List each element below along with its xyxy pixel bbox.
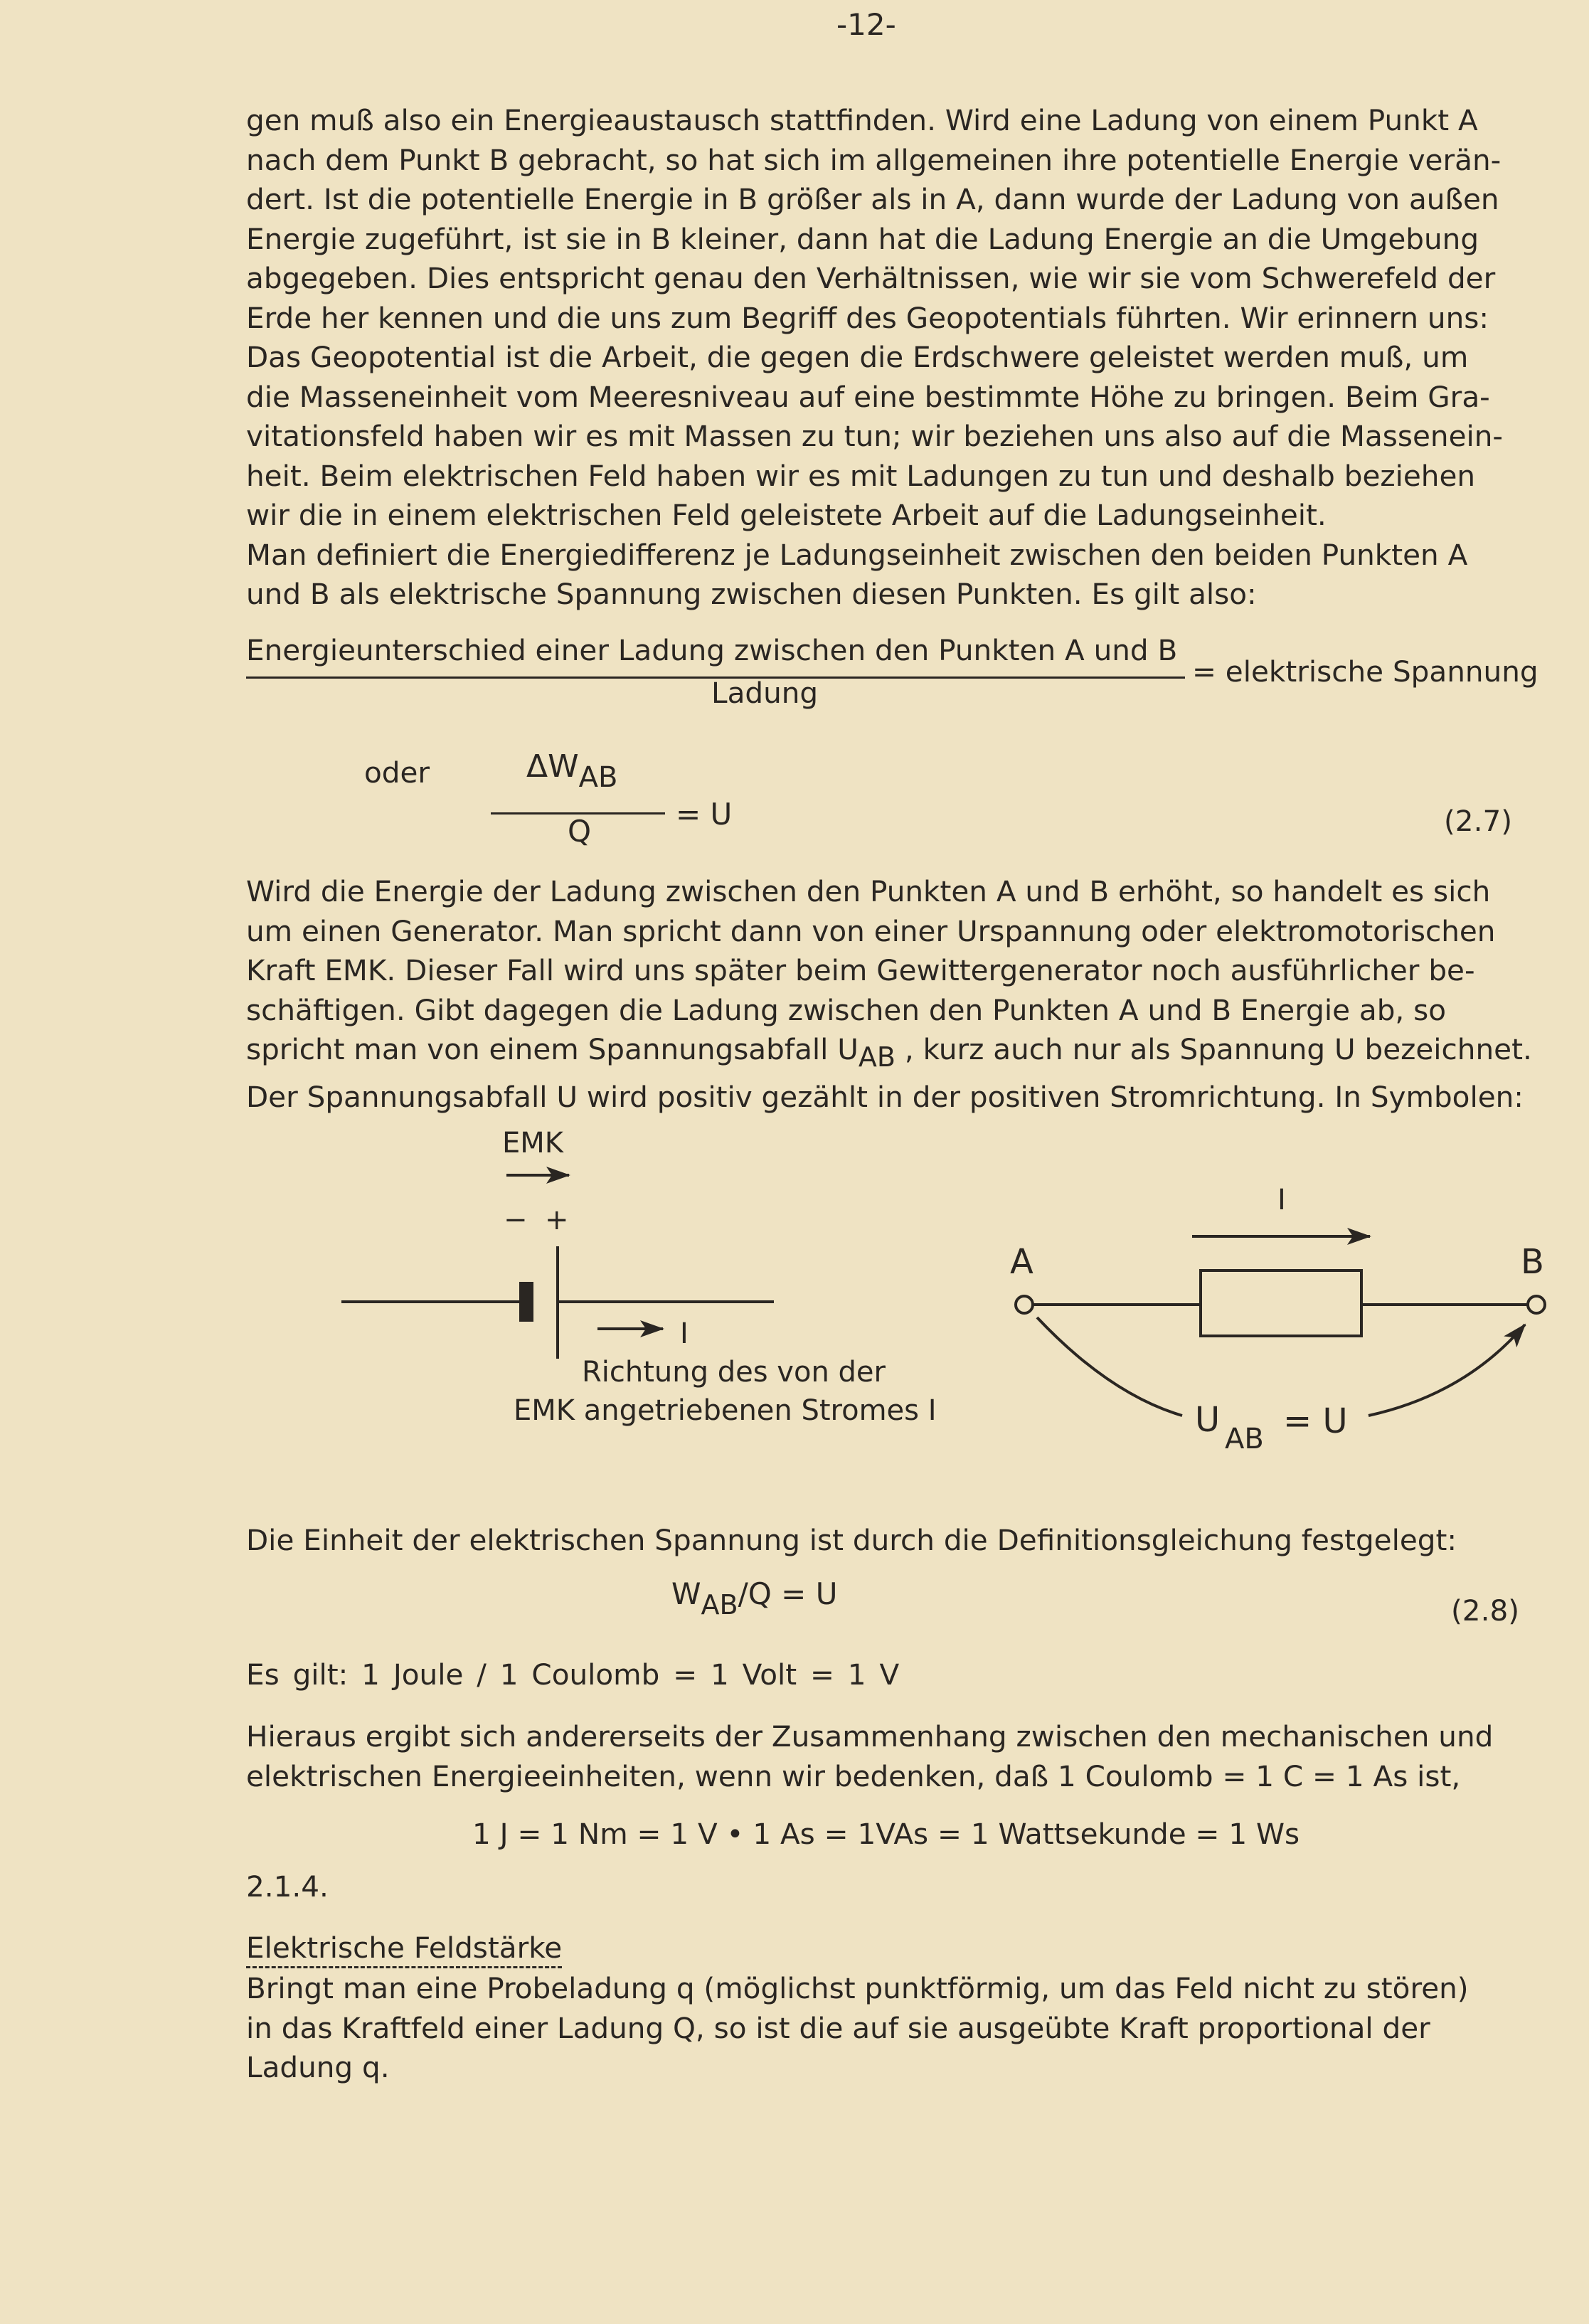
equation-number-2-8: (2.8) [1451,1593,1520,1628]
text-line: elektrischen Energieeinheiten, wenn wir bedenken, daß 1 Coulomb = 1 C = 1 As ist, [246,1758,1461,1793]
text-line: Das Geopotential ist die Arbeit, die gegen die Erdschwere geleistet werden muß, um [246,340,1469,374]
point-b-label: B [1521,1242,1544,1282]
fraction-denominator: Ladung [711,676,819,710]
energy-unit-equation: 1 J = 1 Nm = 1 V • 1 As = 1VAs = 1 Wattsekunde = 1 Ws [472,1817,1300,1851]
text-line: schäftigen. Gibt dagegen die Ladung zwischen den Punkten A und B Energie ab, so [246,992,1447,1027]
text-line: vitationsfeld haben wir es mit Massen zu tun; wir beziehen uns also auf die Massenein- [246,419,1504,453]
plus-sign: + [545,1204,569,1236]
formula-rhs: = U [676,797,733,832]
subscript-ab: AB [578,761,618,794]
text-fragment: , kurz auch nur als Spannung U bezeichnet. [904,1032,1532,1066]
caption-line-2: EMK angetriebenen Stromes I [514,1394,937,1427]
equation-number-2-7: (2.7) [1444,804,1513,838]
text-line: gen muß also ein Energieaustausch stattfinden. Wird eine Ladung von einem Punkt A [246,103,1478,137]
fraction-numerator: Energieunterschied einer Ladung zwischen den Punkten A und B [246,633,1178,667]
text-line: Ladung q. [246,2050,390,2084]
text-line: nach dem Punkt B gebracht, so hat sich im allgemeinen ihre potentielle Energie verän- [246,142,1502,177]
current-label: I [1277,1184,1286,1216]
formula-2-8 [671,1576,837,1620]
text-line: abgegeben. Dies entspricht genau den Verhältnissen, wie wir sie vom Schwerefeld der [246,261,1496,295]
section-heading: Elektrische Feldstärke [246,1931,562,1968]
text-line: Erde her kennen und die uns zum Begriff des Geopotentials führten. Wir erinnern uns: [246,300,1489,335]
fraction-rhs: = elektrische Spannung [1192,654,1538,689]
text-fragment: spricht man von einem Spannungsabfall U [246,1032,859,1066]
terminal-a [1016,1296,1033,1313]
text-line: Bringt man eine Probeladung q (möglichst punktförmig, um das Feld nicht zu stören) [246,1971,1469,2005]
u-label: U [1195,1400,1221,1440]
text-line: Energie zugeführt, ist sie in B kleiner, dann hat die Ladung Energie an die Umgebung [246,221,1479,256]
voltage-arc-right [1369,1325,1525,1416]
subscript-ab: AB [701,1589,738,1620]
paragraph-4 [246,1717,1548,1796]
text-line: Man definiert die Energiedifferenz je Ladungseinheit zwischen den beiden Punkten A [246,537,1468,572]
formula-rest: /Q = U [738,1576,838,1611]
battery-negative-plate [519,1282,533,1322]
unit-definition: Es gilt: 1 Joule / 1 Coulomb = 1 Volt = 1 V [246,1657,900,1692]
text-line: wir die in einem elektrischen Feld geleistete Arbeit auf die Ladungseinheit. [246,498,1327,532]
u-rest: = U [1283,1401,1348,1441]
section-number: 2.1.4. [246,1869,329,1904]
point-a-label: A [1010,1242,1033,1282]
text-line: Der Spannungsabfall U wird positiv gezählt in der positiven Stromrichtung. In Symbolen: [246,1079,1524,1114]
paragraph-5 [246,1969,1548,2088]
text-line: Wird die Energie der Ladung zwischen den Punkten A und B erhöht, so handelt es sich [246,874,1491,908]
u-subscript: AB [1225,1423,1264,1455]
terminal-b [1528,1296,1545,1313]
subscript-ab: AB [858,1041,896,1073]
text-line: heit. Beim elektrischen Feld haben wir es mit Ladungen zu tun und deshalb beziehen [246,458,1476,493]
page-number: -12- [836,7,896,42]
text-line: Kraft EMK. Dieser Fall wird uns später beim Gewittergenerator noch ausführlicher be- [246,953,1475,987]
text-line: Hieraus ergibt sich andererseits der Zusammenhang zwischen den mechanischen und [246,1719,1494,1753]
minus-sign: − [504,1204,528,1236]
oder-label: oder [364,755,430,790]
text-line: Die Einheit der elektrischen Spannung ist durch die Definitionsgleichung festgelegt: [246,1523,1457,1557]
formula-denominator: Q [568,814,592,849]
text-line: um einen Generator. Man spricht dann von einer Urspannung oder elektromotorischen [246,913,1496,948]
current-label: I [680,1317,689,1350]
text-line: in das Kraftfeld einer Ladung Q, so ist die auf sie ausgeübte Kraft proportional der [246,2010,1430,2045]
caption-line-1: Richtung des von der [582,1356,886,1389]
text-line: und B als elektrische Spannung zwischen diesen Punkten. Es gilt also: [246,577,1257,611]
text-line: dert. Ist die potentielle Energie in B größer als in A, dann wurde der Ladung von außen [246,182,1499,216]
paragraph-3 [246,1521,1548,1561]
w-letter: W [671,1576,701,1611]
resistor [1201,1270,1361,1336]
emk-diagram [341,1127,937,1427]
voltage-drop-diagram [1010,1184,1545,1455]
text-line: die Masseneinheit vom Meeresniveau auf eine bestimmte Höhe zu bringen. Beim Gra- [246,379,1490,414]
emk-label: EMK [502,1127,564,1160]
delta-w: ΔW [526,748,579,785]
voltage-arc-left [1037,1317,1182,1416]
